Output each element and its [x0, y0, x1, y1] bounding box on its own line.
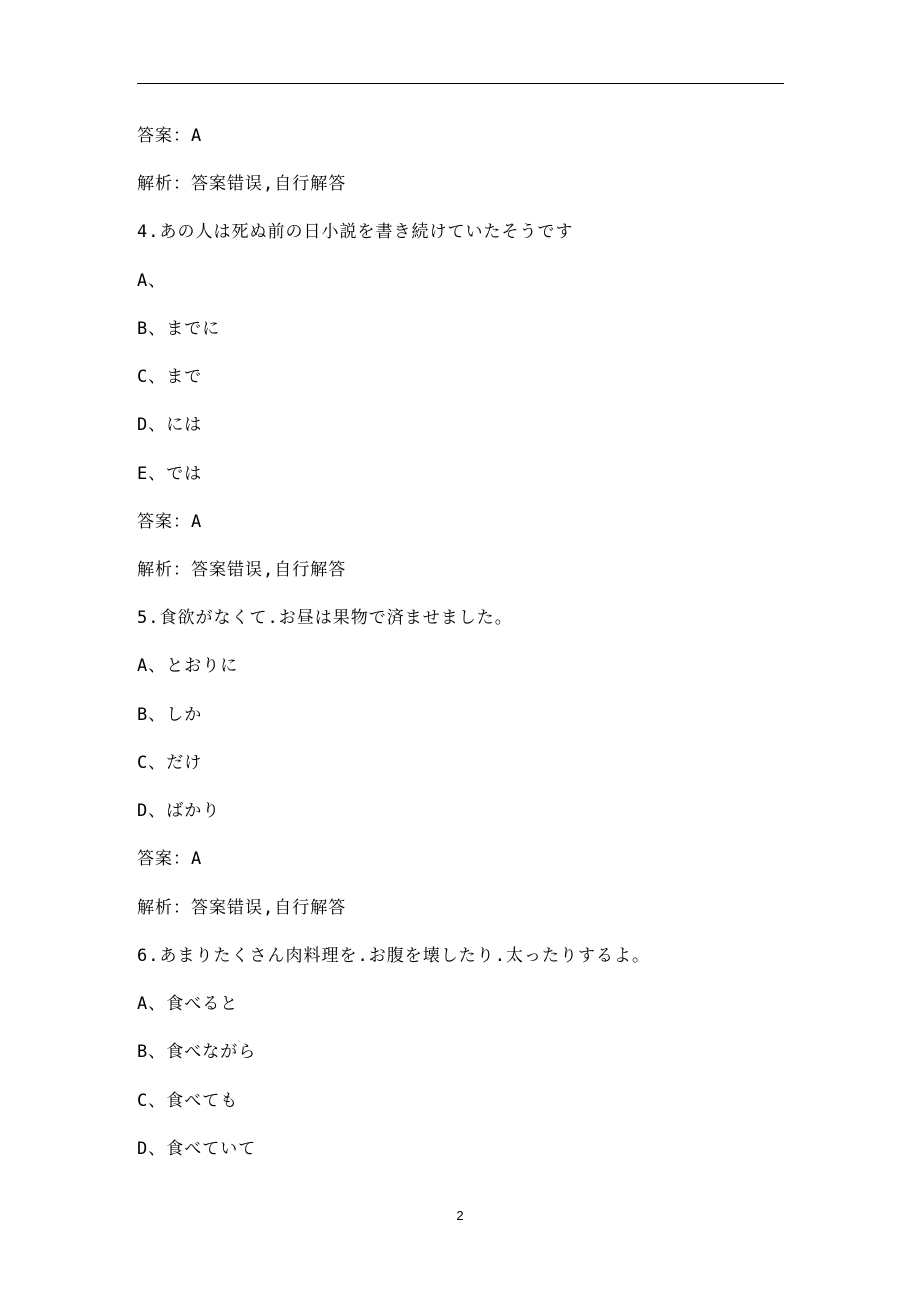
q5-answer: 答案：A	[137, 849, 203, 869]
answer-line: 答案：A	[137, 126, 203, 146]
explanation-line: 解析：答案错误,自行解答	[137, 174, 347, 194]
q5-option-d: D、ばかり	[137, 801, 221, 821]
q5-option-b: B、しか	[137, 705, 203, 725]
q5-option-a: A、とおりに	[137, 656, 239, 676]
q4-explanation: 解析：答案错误,自行解答	[137, 560, 347, 580]
header-rule	[137, 83, 784, 84]
q6-option-b: B、食べながら	[137, 1042, 257, 1062]
q4-answer: 答案：A	[137, 512, 203, 532]
q6-option-a: A、食べると	[137, 994, 239, 1014]
q4-option-c: C、まで	[137, 367, 203, 387]
page-number: 2	[456, 1208, 464, 1223]
question-4: 4.あの人は死ぬ前の日小説を書き続けていたそうです	[137, 222, 574, 242]
q4-option-d: D、には	[137, 415, 203, 435]
q5-explanation: 解析：答案错误,自行解答	[137, 898, 347, 918]
q4-option-a: A、	[137, 271, 167, 291]
question-5: 5.食欲がなくて.お昼は果物で済ませました。	[137, 608, 513, 628]
q4-option-b: B、までに	[137, 319, 221, 339]
question-6: 6.あまりたくさん肉料理を.お腹を壊したり.太ったりするよ。	[137, 946, 650, 966]
q5-option-c: C、だけ	[137, 753, 203, 773]
q6-option-c: C、食べても	[137, 1091, 239, 1111]
q4-option-e: E、では	[137, 464, 203, 484]
q6-option-d: D、食べていて	[137, 1139, 257, 1159]
